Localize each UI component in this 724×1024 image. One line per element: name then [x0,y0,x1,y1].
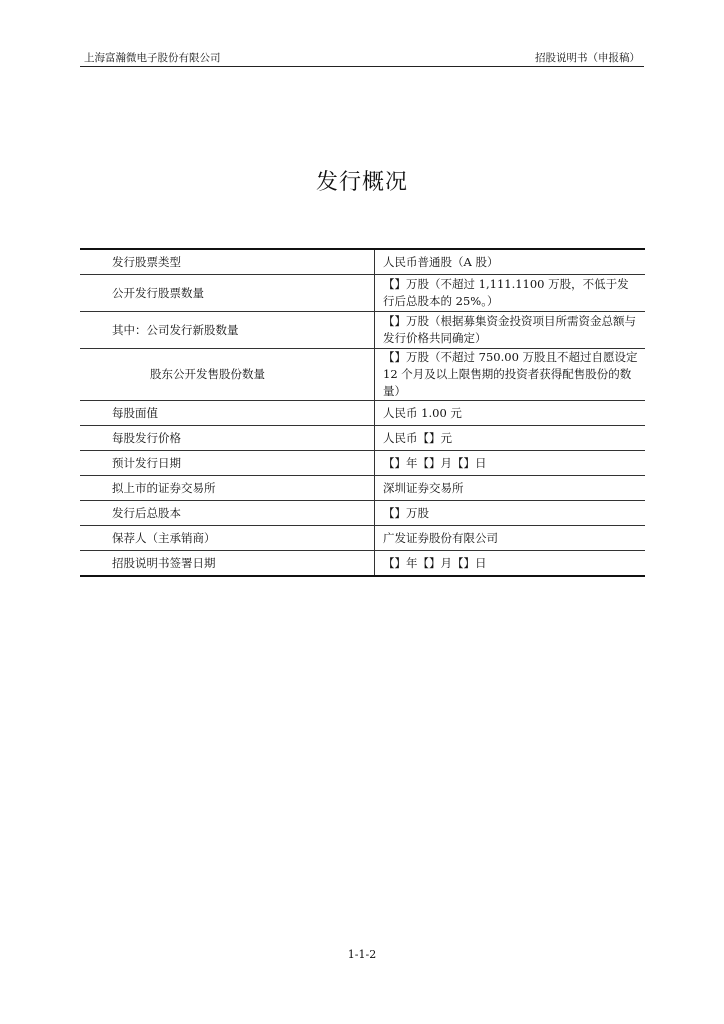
page-title: 发行概况 [315,170,408,195]
row-value: 人民币普通股（A 股） [383,254,499,269]
table-row [80,426,645,451]
row-label: 每股发行价格 [80,426,375,451]
table-row [80,526,645,551]
row-value: 人民币 1.00 元 [375,401,646,426]
row-label: 发行后总股本 [80,501,375,526]
row-value: 【】万股 [375,501,646,526]
row-value: 【】万股（不超过 1,111.1100 万股，不低于发行后总股本的 25%。） [375,275,646,312]
row-label: 股东公开发售股份数量 [80,349,375,401]
row-label: 预计发行日期 [80,451,375,476]
table-row [80,551,645,577]
row-value: 【】万股（根据募集资金投资项目所需资金总额与发行价格共同确定） [375,312,646,349]
row-value: 广发证券股份有限公司 [375,526,646,551]
row-label: 保荐人（主承销商） [80,526,375,551]
table-row [80,401,645,426]
table-row [80,249,645,275]
page-header [80,50,644,67]
row-label: 发行股票类型 [80,249,375,275]
offering-overview-table [80,248,645,577]
row-label: 每股面值 [80,401,375,426]
row-label: 拟上市的证券交易所 [80,476,375,501]
row-value: 深圳证券交易所 [375,476,646,501]
page-number: 1-1-2 [347,948,377,961]
row-label: 其中：公司发行新股数量 [80,312,375,349]
row-value: 【】年【】月【】日 [375,451,646,476]
row-value: 人民币【】元 [375,426,646,451]
table-row [80,451,645,476]
header-document-type: 招股说明书（申报稿） [535,52,640,64]
table-row [80,476,645,501]
table-row [80,501,645,526]
row-value: 【】年【】月【】日 [375,551,646,577]
table-row [80,349,645,401]
row-label: 招股说明书签署日期 [80,551,375,577]
row-label: 公开发行股票数量 [80,275,375,312]
table-row [80,275,645,312]
header-company-name: 上海富瀚微电子股份有限公司 [84,52,221,64]
table-row [80,312,645,349]
row-value: 【】万股（不超过 750.00 万股且不超过自愿设定 12 个月及以上限售期的投资者获得配售股份的数量） [375,349,646,401]
